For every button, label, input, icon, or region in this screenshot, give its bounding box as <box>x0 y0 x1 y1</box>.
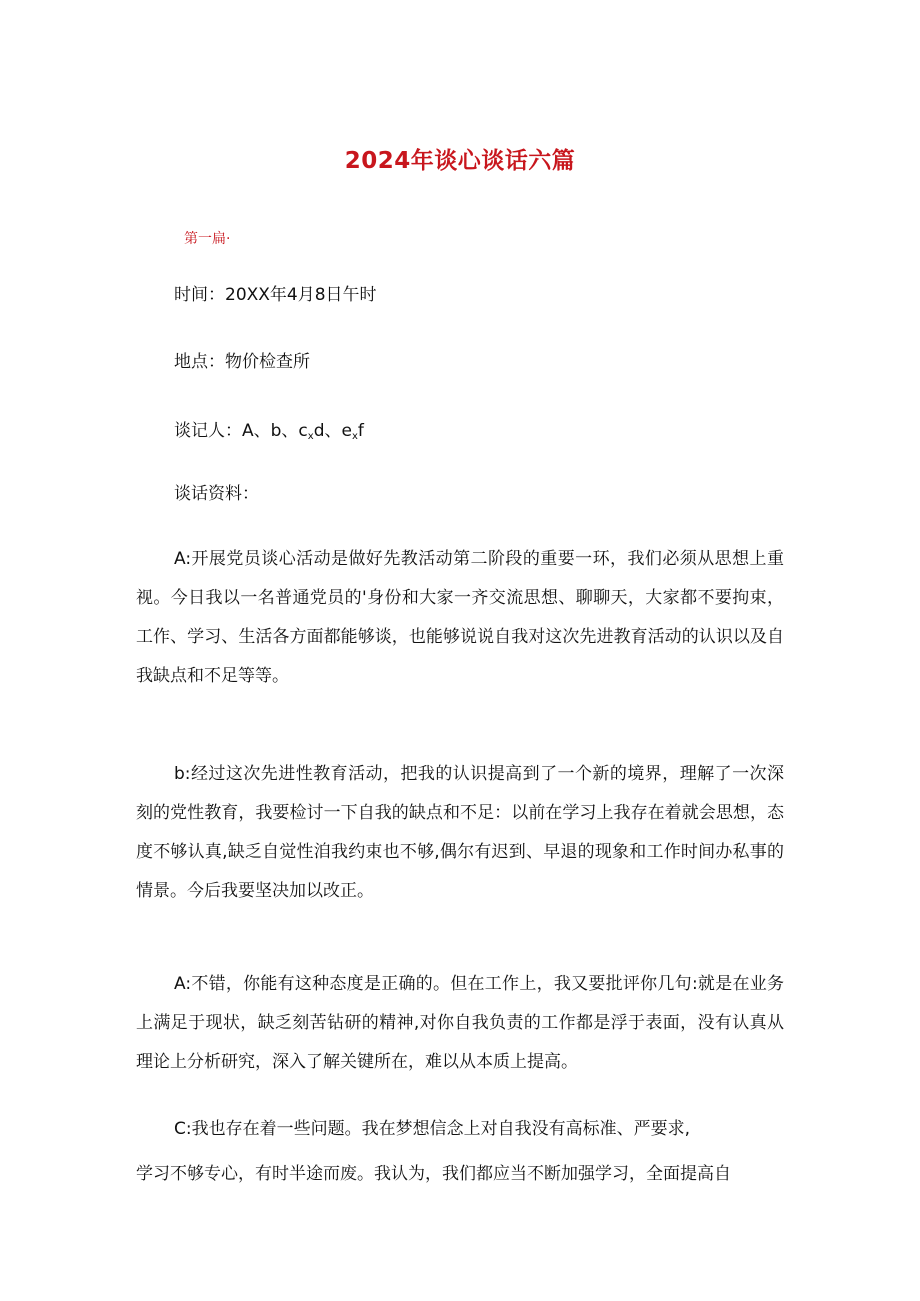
paragraph-2: b:经过这次先进性教育活动，把我的认识提高到了一个新的境界，理解了一次深刻的党性教育，我要检讨一下自我的缺点和不足：以前在学习上我存在着就会思想，态度不够认真,缺乏自觉性洎我约束也不够,偶尔有迟到、早退的现象和工作时间办私事的情景。今后我要坚决加以改正。 <box>136 764 784 901</box>
paragraph-4: C:我也存在着一些问题。我在梦想信念上对自我没有高标准、严要求, <box>174 1119 691 1139</box>
paragraph-5: 学习不够专心，有时半途而废。我认为，我们都应当不断加强学习，全面提高自 <box>136 1164 731 1184</box>
meta-time: 时间：20XX年4月8日午时 <box>174 285 377 305</box>
participants-mid: d、e <box>313 421 352 441</box>
paragraph-1: A:开展党员谈心活动是做好先教活动第二阶段的重要一环，我们必须从思想上重视。今日我以一名普通党员的'身份和大家一齐交流思想、聊聊天，大家都不要拘束，工作、学习、生活各方面都能够谈，也能够说说自我对这次先进教育活动的认识以及自我缺点和不足等等。 <box>136 549 784 686</box>
participants-subscript-1: x <box>307 431 314 442</box>
document-title: 2024年谈心谈话六篇 <box>344 148 576 174</box>
participants-subscript-2: x <box>351 431 358 442</box>
meta-content-label: 谈话资料： <box>174 484 259 504</box>
meta-participants <box>174 420 364 442</box>
participants-suffix: f <box>357 421 364 441</box>
paragraph-3: A:不错，你能有这种态度是正确的。但在工作上，我又要批评你几句:就是在业务上满足于现状，缺乏刻苦钻研的精神,对你自我负责的工作都是浮于表面，没有认真从理论上分析研究，深入了解关键所在，难以从本质上提高。 <box>136 974 784 1072</box>
meta-place: 地点：物价检查所 <box>174 352 310 372</box>
section-heading: 第一扁· <box>184 231 231 247</box>
participants-prefix: 谈记人：A、b、c <box>174 421 308 441</box>
